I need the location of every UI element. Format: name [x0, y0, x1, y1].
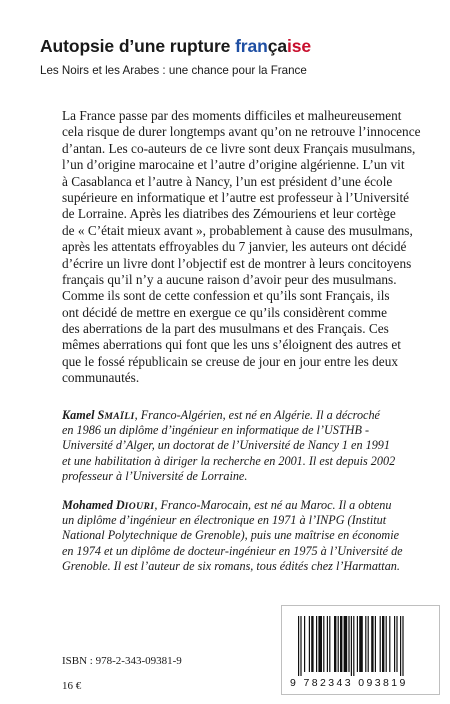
blurb-line: Comme ils sont de cette confession et qu’ils sont Français, ils	[62, 288, 390, 304]
isbn-text: ISBN : 978-2-343-09381-9	[62, 655, 182, 667]
blurb-line: des aberrations de la part des musulmans et des Français. Ces	[62, 321, 389, 337]
barcode-bar	[323, 616, 324, 672]
barcode-bar	[386, 616, 387, 672]
barcode-bar	[338, 616, 339, 672]
blurb-line: d’antan. Les co-auteurs de ce livre sont deux Français musulmans,	[62, 140, 416, 156]
barcode-bar	[394, 616, 395, 672]
barcode-bar	[382, 616, 384, 672]
barcode-panel	[281, 605, 440, 695]
barcode-bar	[311, 616, 313, 672]
barcode-bar	[327, 616, 328, 672]
barcode-bar	[304, 616, 305, 672]
blurb-line: après les attentats effroyables du 7 janvier, les auteurs ont décidé	[62, 239, 407, 255]
blurb-line: de « C’était mieux avant », probablement à cause des musulmans,	[62, 222, 413, 238]
price-text: 16 €	[62, 680, 82, 692]
bio-line: en 1974 et un diplôme de docteur-ingénieur en 1975 à l’Université de	[62, 543, 403, 558]
bio-line: et une habilitation à diriger la recherche en 2001. Il est depuis 2002	[62, 453, 396, 468]
bio-line: en 1986 un diplôme d’ingénieur en informatique de l’USTHB -	[62, 423, 370, 438]
author-bio-diouri	[62, 498, 434, 574]
barcode-bar	[396, 616, 397, 672]
blurb-line: mêmes aberrations qui font que les uns s’éloignent des autres et	[62, 337, 401, 353]
blurb-line: de Lorraine. Après les diatribes des Zémouriens et leur cortège	[62, 206, 396, 222]
barcode-bar	[371, 616, 373, 672]
blurb-line: d’écrire un livre dont l’objectif est de montrer à leurs concitoyens	[62, 255, 412, 271]
barcode-bar	[340, 616, 342, 672]
author-bio-smaili	[62, 408, 434, 484]
blurb-line: l’un d’origine marocaine et l’autre d’origine algérienne. L’un vit	[62, 157, 405, 173]
bio-line: Mohamed DIOURI, Franco-Marocain, est né au Maroc. Il a obtenu	[62, 498, 392, 512]
barcode-bar	[375, 616, 376, 672]
barcode-bar	[353, 616, 354, 676]
book-subtitle: Les Noirs et les Arabes : une chance pour la France	[40, 64, 307, 77]
barcode-bar	[318, 616, 322, 672]
barcode-bar	[329, 616, 330, 672]
barcode-bar	[402, 616, 403, 676]
blurb-line: supérieure en informatique et l’autre est professeur à l’Université	[62, 189, 410, 205]
barcode-bar	[348, 616, 349, 672]
blurb-paragraph	[62, 108, 434, 387]
barcode-bar	[344, 616, 348, 672]
barcode-bar	[380, 616, 381, 672]
blurb-line: que le fossé républicain se creuse de jour en jour entre les deux	[62, 353, 398, 369]
barcode-bar	[365, 616, 366, 672]
barcode-image	[298, 616, 423, 676]
barcode-bar	[334, 616, 336, 672]
barcode-number: 9 782343 093819	[290, 677, 408, 689]
title-fr-white: ça	[267, 36, 287, 56]
blurb-line: ont décidé de mettre en exergue ce qu’ils considèrent comme	[62, 304, 388, 320]
title-fr-red: ise	[287, 36, 312, 56]
barcode-bar	[309, 616, 310, 672]
barcode-bar	[389, 616, 390, 672]
title-main: Autopsie d’une rupture	[40, 36, 236, 56]
blurb-line: français qu’il n’y a aucune raison d’avoir peur des musulmans.	[62, 271, 397, 287]
bio-line: un diplôme d’ingénieur en électronique en 1971 à l’INPG (Institut	[62, 513, 387, 528]
title-fr-blue: fran	[235, 36, 268, 56]
blurb-line: à Casablanca et l’autre à Nancy, l’un est président d’une école	[62, 173, 393, 189]
blurb-line: La France passe par des moments difficiles et malheureusement	[62, 108, 402, 123]
blurb-line: cela risque de durer longtemps avant qu’on ne retrouve l’innocence	[62, 124, 421, 140]
blurb-line: communautés.	[62, 370, 140, 386]
bio-line: Kamel SMAÏLI, Franco-Algérien, est né en Algérie. Il a décroché	[62, 408, 380, 422]
barcode-bar	[300, 616, 301, 676]
barcode-bar	[357, 616, 358, 672]
author-name: Kamel SMAÏLI	[62, 408, 135, 422]
barcode-bar	[298, 616, 299, 676]
bio-line: Université d’Alger, un doctorat de l’Université de Nancy 1 en 1991	[62, 438, 390, 453]
book-title	[40, 36, 311, 57]
bio-line: National Polytechnique de Grenoble), puis une maîtrise en économie	[62, 528, 399, 543]
barcode-bar	[368, 616, 369, 672]
barcode-bar	[400, 616, 401, 676]
bio-line: Grenoble. Il est l’auteur de six romans, tous édités chez l’Harmattan.	[62, 558, 400, 573]
barcode-bar	[359, 616, 363, 672]
barcode-bar	[351, 616, 352, 676]
barcode-bar	[316, 616, 317, 672]
bio-line: professeur à l’Université de Lorraine.	[62, 468, 248, 483]
author-name: Mohamed DIOURI	[62, 498, 155, 512]
